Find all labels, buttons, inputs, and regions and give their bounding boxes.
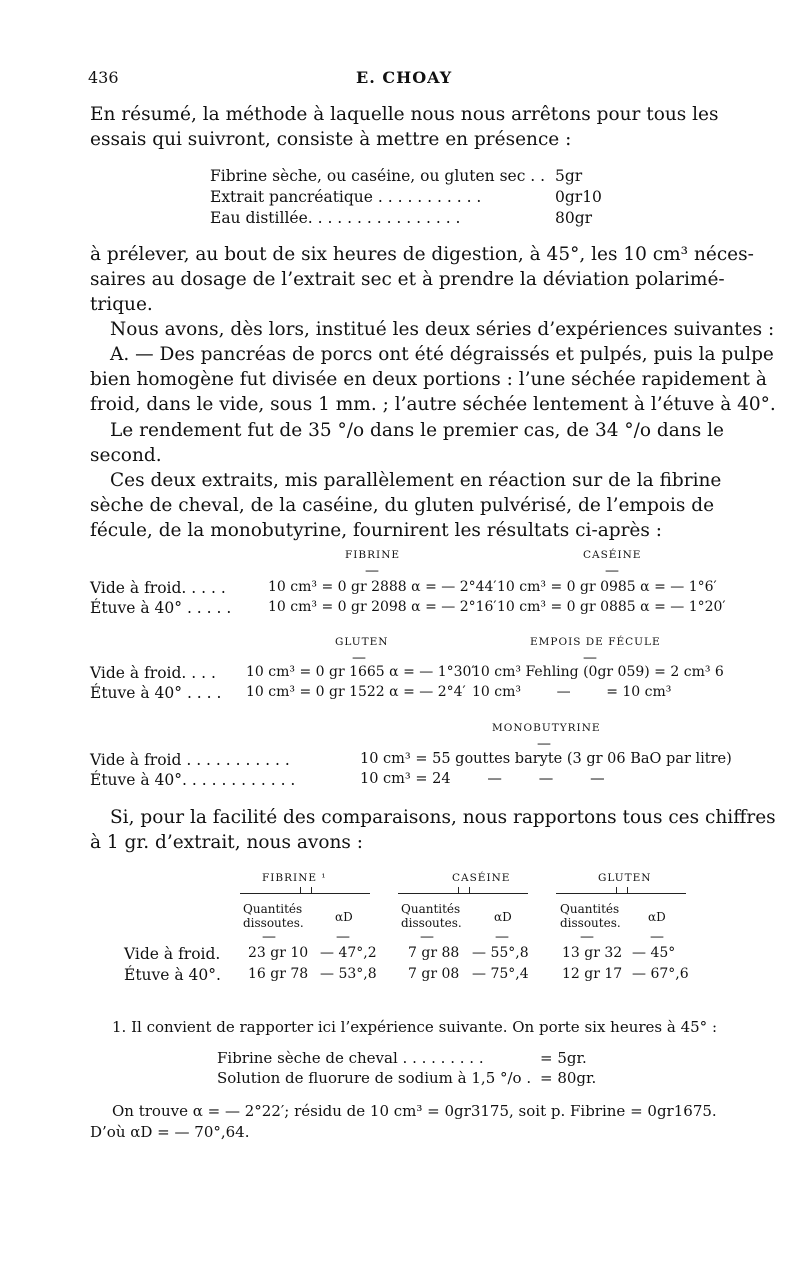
cell: 10 cm³ = 24 — — — [360,771,605,787]
group-header-fibrine: FIBRINE ¹ [262,872,327,884]
row-label: Vide à froid. [124,945,221,963]
group-brace [398,893,528,900]
footnote-line-1: 1. Il convient de rapporter ici l’expérience suivante. On porte six heures à 45° : [112,1018,718,1036]
row-label: Étuve à 40°. . . . . . . . . . . . [90,771,296,789]
cell: — 67°,6 [632,966,689,982]
recipe-value-2: 80gr [555,209,593,227]
cell: 10 cm³ = 0 gr 2888 α = — 2°44′ [268,579,497,595]
footnote-line-3: D’où αD = — 70°,64. [90,1123,250,1141]
sub-header-q2: dissoutes. [243,916,304,930]
para-line: fécule, de la monobutyrine, fournirent les résultats ci-après : [90,520,662,541]
para-line: Nous avons, dès lors, institué les deux séries d’expériences suivantes : [110,319,775,340]
cell: 10 cm³ Fehling (0gr 059) = 2 cm³ 6 [472,664,724,680]
cell: 10 cm³ = 0 gr 1665 α = — 1°30′ [246,664,475,680]
cell: 7 gr 88 [408,945,460,961]
footnote-item-value: = 80gr. [540,1069,597,1087]
cell: 10 cm³ = 55 gouttes baryte (3 gr 06 BaO par litre) [360,751,732,767]
recipe-value-0: 5gr [555,167,583,185]
cell: 12 gr 17 [562,966,623,982]
col-header-monobutyrine: MONOBUTYRINE [492,722,601,734]
sub-header-q2: dissoutes. [401,916,462,930]
sub-header-alpha: αD [335,910,353,924]
para-line: saires au dosage de l’extrait sec et à prendre la déviation polarimé- [90,269,725,290]
intro-line-2: essais qui suivront, consiste à mettre en présence : [90,129,572,150]
col-header-empois: EMPOIS DE FÉCULE [530,636,661,648]
recipe-value-1: 0gr10 [555,188,602,206]
cell: — 75°,4 [472,966,529,982]
cell: 10 cm³ = 0 gr 2098 α = — 2°16′ [268,599,497,615]
sub-header-q1: Quantités [560,902,620,916]
dash: — [537,736,551,752]
dash: — [580,929,594,945]
sub-header-q1: Quantités [243,902,303,916]
cell: — 45° [632,945,676,961]
cell: 10 cm³ = 0 gr 0985 α = — 1°6′ [497,579,717,595]
intro-line-1: En résumé, la méthode à laquelle nous nous arrêtons pour tous les [90,104,719,125]
footnote-line-2: On trouve α = — 2°22′; résidu de 10 cm³ = 0gr3175, soit p. Fibrine = 0gr1675. [112,1102,717,1120]
para2-line-2: à 1 gr. d’extrait, nous avons : [90,832,363,853]
row-label: Vide à froid. . . . . [90,579,226,597]
group-header-caseine: CASÉINE [452,872,511,884]
sub-header-alpha: αD [648,910,666,924]
dash: — [605,563,619,579]
para-line: second. [90,445,162,466]
para-line: froid, dans le vide, sous 1 mm. ; l’autre séchée lentement à l’étuve à 40°. [90,394,776,415]
sub-header-q1: Quantités [401,902,461,916]
para-line: trique. [90,294,153,315]
row-label: Vide à froid. . . . [90,664,216,682]
row-label: Étuve à 40°. [124,966,221,984]
group-header-gluten: GLUTEN [598,872,652,884]
group-brace [240,893,370,900]
col-header-caseine: CASÉINE [583,549,642,561]
sub-header-alpha: αD [494,910,512,924]
running-head: E. CHOAY [356,68,453,87]
footnote-item-value: = 5gr. [540,1049,587,1067]
recipe-label-1: Extrait pancréatique . . . . . . . . . . . [210,188,482,206]
col-header-gluten: GLUTEN [335,636,389,648]
cell: 23 gr 10 [248,945,309,961]
dash: — [336,929,350,945]
recipe-label-0: Fibrine sèche, ou caséine, ou gluten sec . . [210,167,546,185]
dash: — [495,929,509,945]
para-line: Le rendement fut de 35 °/o dans le premier cas, de 34 °/o dans le [110,420,724,441]
group-brace [556,893,686,900]
cell: 10 cm³ = 0 gr 1522 α = — 2°4′ [246,684,466,700]
footnote-item-label: Fibrine sèche de cheval . . . . . . . . . [217,1049,484,1067]
para-line: A. — Des pancréas de porcs ont été dégraissés et pulpés, puis la pulpe [110,344,774,365]
para2-line-1: Si, pour la facilité des comparaisons, nous rapportons tous ces chiffres [110,807,776,828]
dash: — [352,650,366,666]
cell: 13 gr 32 [562,945,623,961]
dash: — [650,929,664,945]
row-label: Étuve à 40° . . . . [90,684,222,702]
para-line: sèche de cheval, de la caséine, du gluten pulvérisé, de l’empois de [90,495,715,516]
para-line: bien homogène fut divisée en deux portions : l’une séchée rapidement à [90,369,767,390]
cell: 16 gr 78 [248,966,309,982]
cell: — 53°,8 [320,966,377,982]
row-label: Étuve à 40° . . . . . [90,599,232,617]
dash: — [365,563,379,579]
sub-header-q2: dissoutes. [560,916,621,930]
col-header-fibrine: FIBRINE [345,549,401,561]
dash: — [262,929,276,945]
cell: 10 cm³ = 0 gr 0885 α = — 1°20′ [497,599,726,615]
para-line: à prélever, au bout de six heures de digestion, à 45°, les 10 cm³ néces- [90,244,754,265]
row-label: Vide à froid . . . . . . . . . . . [90,751,290,769]
dash: — [420,929,434,945]
cell: — 47°,2 [320,945,377,961]
cell: 10 cm³ — = 10 cm³ [472,684,672,700]
page-number: 436 [88,68,119,87]
para-line: Ces deux extraits, mis parallèlement en réaction sur de la fibrine [110,470,722,491]
dash: — [583,650,597,666]
cell: 7 gr 08 [408,966,460,982]
cell: — 55°,8 [472,945,529,961]
recipe-label-2: Eau distillée. . . . . . . . . . . . . . . . [210,209,461,227]
footnote-item-label: Solution de fluorure de sodium à 1,5 °/o . [217,1069,532,1087]
